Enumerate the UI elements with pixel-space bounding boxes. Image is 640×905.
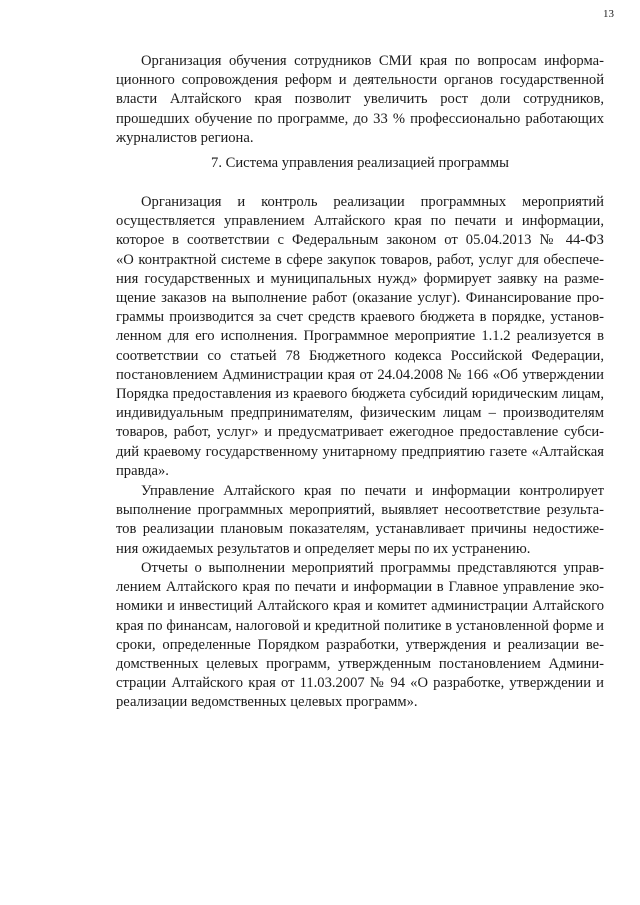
text-line: лением Алтайского края по печати и информации в Главное управление эко-: [116, 579, 604, 596]
text-line: страции Алтайского края от 11.03.2007 № 94 «О разработке, утверждении и: [116, 675, 604, 692]
text-line: ционного сопровождения реформ и деятельности органов государственной: [116, 72, 604, 89]
text-line: номики и инвестиций Алтайского края и комитет администрации Алтайского: [116, 598, 604, 615]
text-line: домственных целевых программ, утвержденным постановлением Админи-: [116, 656, 604, 673]
text-line: края по финансам, налоговой и кредитной политике в установленной форме и: [116, 617, 604, 634]
page-number: 13: [603, 8, 614, 20]
text-line: Организация обучения сотрудников СМИ края по вопросам информа-: [141, 53, 604, 69]
text-line: журналистов региона.: [116, 129, 254, 146]
text-line: Порядка предоставления из краевого бюджета субсидий юридическим лицам,: [116, 386, 604, 403]
text-line: тов реализации плановым показателям, устанавливает причины недостиже-: [116, 521, 604, 538]
text-line: постановлением Администрации края от 24.04.2008 № 166 «Об утверждении: [116, 366, 604, 383]
text-line: прошедших обучение по программе, до 33 % профессионально работающих: [116, 110, 604, 127]
text-line: выполнение программных мероприятий, выявляет несоответствие результа-: [116, 502, 604, 519]
text-line: товаров, работ, услуг» и предусматривает ежегодное предоставление субси-: [116, 424, 604, 441]
text-line: «О контрактной системе в сфере закупок товаров, работ, услуг для обеспече-: [116, 251, 604, 268]
text-line: ленном для его исполнения. Программное мероприятие 1.1.2 реализуется в: [116, 328, 604, 345]
text-line: индивидуальным предпринимателям, физическим лицам – производителям: [116, 405, 604, 422]
text-line: которое в соответствии с Федеральным законом от 05.04.2013 № 44-ФЗ: [116, 232, 604, 249]
text-line: сроки, определенные Порядком разработки, утверждения и реализации ве-: [116, 636, 604, 653]
intro-paragraph: [116, 52, 604, 148]
text-line: Управление Алтайского края по печати и информации контролирует: [141, 483, 604, 499]
text-line: граммы производится за счет средств краевого бюджета в порядке, установ-: [116, 309, 604, 326]
text-line: ния ожидаемых результатов и определяет меры по их устранению.: [116, 540, 531, 557]
text-line: щение заказов на выполнение работ (оказание услуг). Финансирование про-: [116, 290, 604, 307]
text-line: Организация и контроль реализации программных мероприятий: [141, 194, 604, 210]
paragraph-reports: [116, 559, 604, 713]
text-line: ния государственных и муниципальных нужд» формирует заявку на разме-: [116, 270, 604, 287]
text-line: реализации ведомственных целевых программ».: [116, 694, 418, 711]
paragraph-management-control: [116, 482, 604, 559]
text-line: Отчеты о выполнении мероприятий программы представляются управ-: [141, 560, 604, 576]
text-line: соответствии со статьей 78 Бюджетного кодекса Российской Федерации,: [116, 347, 604, 364]
text-line: дий краевому государственному унитарному предприятию газете «Алтайская: [116, 443, 604, 460]
text-line: правда».: [116, 462, 169, 479]
paragraph-organization-control: [116, 193, 604, 481]
section-heading: 7. Система управления реализацией программы: [211, 155, 509, 171]
text-line: власти Алтайского края позволит увеличить рост доли сотрудников,: [116, 91, 604, 108]
text-line: осуществляется управлением Алтайского края по печати и информации,: [116, 213, 604, 230]
